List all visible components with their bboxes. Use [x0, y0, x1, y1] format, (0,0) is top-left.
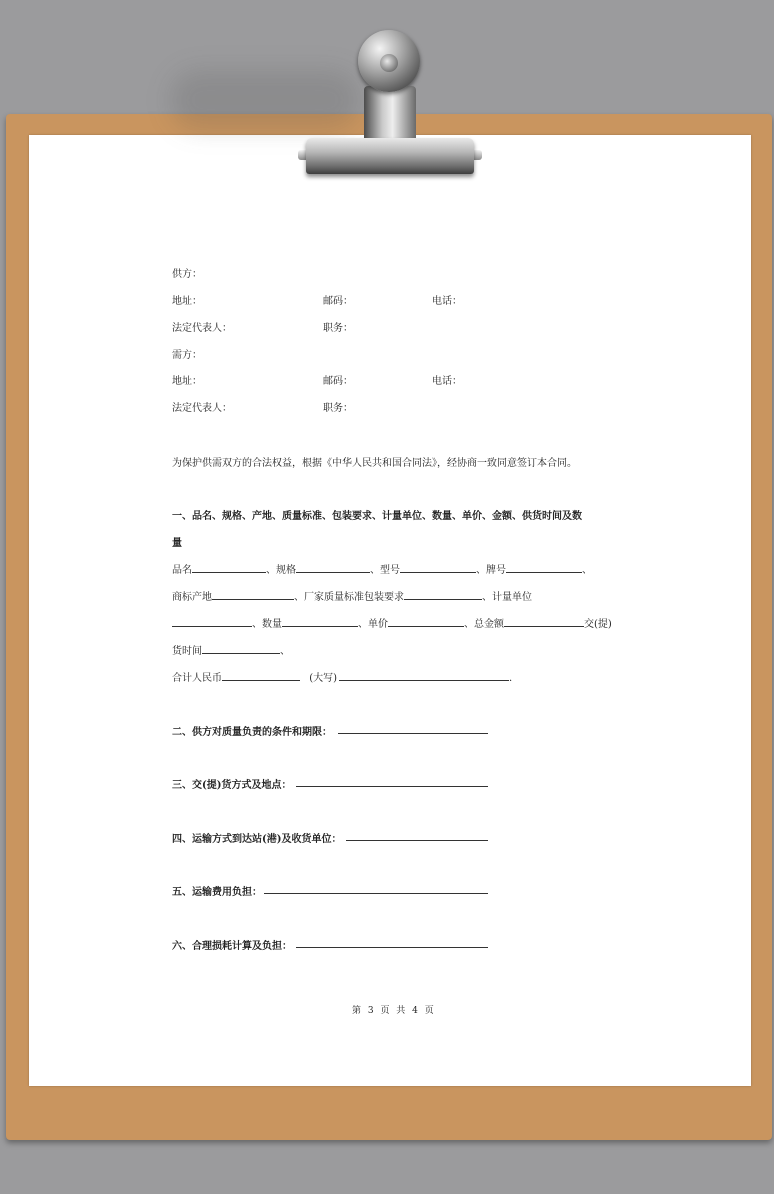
model-label: 、型号 [370, 565, 400, 576]
section2-blank [338, 733, 488, 734]
buyer-position-label: 职务： [323, 403, 353, 414]
total-amount-blank [504, 617, 584, 627]
in-words-label: (大写) [309, 673, 337, 684]
supplier-postcode-label: 邮码： [323, 296, 353, 307]
supplier-phone-label: 电话： [432, 296, 462, 307]
intro-paragraph: 为保护供需双方的合法权益，根据《中华人民共和国合同法》，经协商一致同意签订本合同。 [172, 458, 577, 469]
brand-blank [506, 563, 582, 573]
buyer-address-label: 地址： [172, 376, 202, 387]
section6-blank [296, 947, 488, 948]
section2-heading: 二、供方对质量负责的条件和期限： [172, 727, 332, 738]
section5-blank [264, 893, 488, 894]
total-rmb-label: 合计人民币 [172, 673, 222, 684]
unit-label: 、计量单位 [482, 592, 532, 603]
product-name-blank [192, 563, 266, 573]
section3-blank [296, 786, 488, 787]
unit-price-blank [388, 617, 464, 627]
supplier-address-label: 地址： [172, 296, 202, 307]
section3-heading: 三、交(提)货方式及地点： [172, 780, 292, 791]
section4-blank [346, 840, 488, 841]
quantity-blank [282, 617, 358, 627]
delivery-time-end: 、 [280, 646, 290, 657]
supplier-label: 供方： [172, 269, 202, 280]
spec-blank [296, 563, 370, 573]
section5-heading: 五、运输费用负担： [172, 887, 262, 898]
buyer-label: 需方： [172, 350, 202, 361]
section4-heading: 四、运输方式到达站(港)及收货单位： [172, 834, 342, 845]
unit-blank [172, 617, 252, 627]
unit-price-label: 、单价 [358, 619, 388, 630]
section1-row-amounts [172, 615, 612, 630]
buyer-phone-label: 电话： [432, 376, 462, 387]
buyer-postcode-label: 邮码： [323, 376, 353, 387]
spec-label: 、规格 [266, 565, 296, 576]
delivery-time-label: 货时间 [172, 646, 202, 657]
product-name-label: 品名 [172, 565, 192, 576]
section1-heading: 一、品名、规格、产地、质量标准、包装要求、计量单位、数量、单价、金额、供货时间及数 [172, 511, 582, 522]
section6-heading: 六、合理损耗计算及负担： [172, 941, 292, 952]
row-end-comma: 、 [582, 565, 592, 576]
model-blank [400, 563, 476, 573]
section1-row-origin [172, 588, 532, 603]
quantity-label: 、数量 [252, 619, 282, 630]
delivery-time-blank [202, 644, 280, 654]
factory-standard-label: 、厂家质量标准包装要求 [294, 592, 404, 603]
brand-label: 、牌号 [476, 565, 506, 576]
total-rmb-blank [222, 671, 300, 681]
section1-row-total [172, 669, 512, 684]
section1-row-time [172, 642, 290, 657]
trademark-origin-label: 商标产地 [172, 592, 212, 603]
section1-row-product [172, 561, 592, 576]
buyer-legal-rep-label: 法定代表人： [172, 403, 232, 414]
supplier-position-label: 职务： [323, 323, 353, 334]
supplier-legal-rep-label: 法定代表人： [172, 323, 232, 334]
section1-heading-cont: 量 [172, 538, 182, 549]
row-end-period: . [509, 673, 513, 684]
in-words-blank [339, 671, 509, 681]
factory-standard-blank [404, 590, 482, 600]
trademark-origin-blank [212, 590, 294, 600]
total-amount-label: 、总金额 [464, 619, 504, 630]
delivery-label: 交(提) [584, 619, 612, 630]
page-number: 第 3 页 共 4 页 [352, 1006, 436, 1016]
